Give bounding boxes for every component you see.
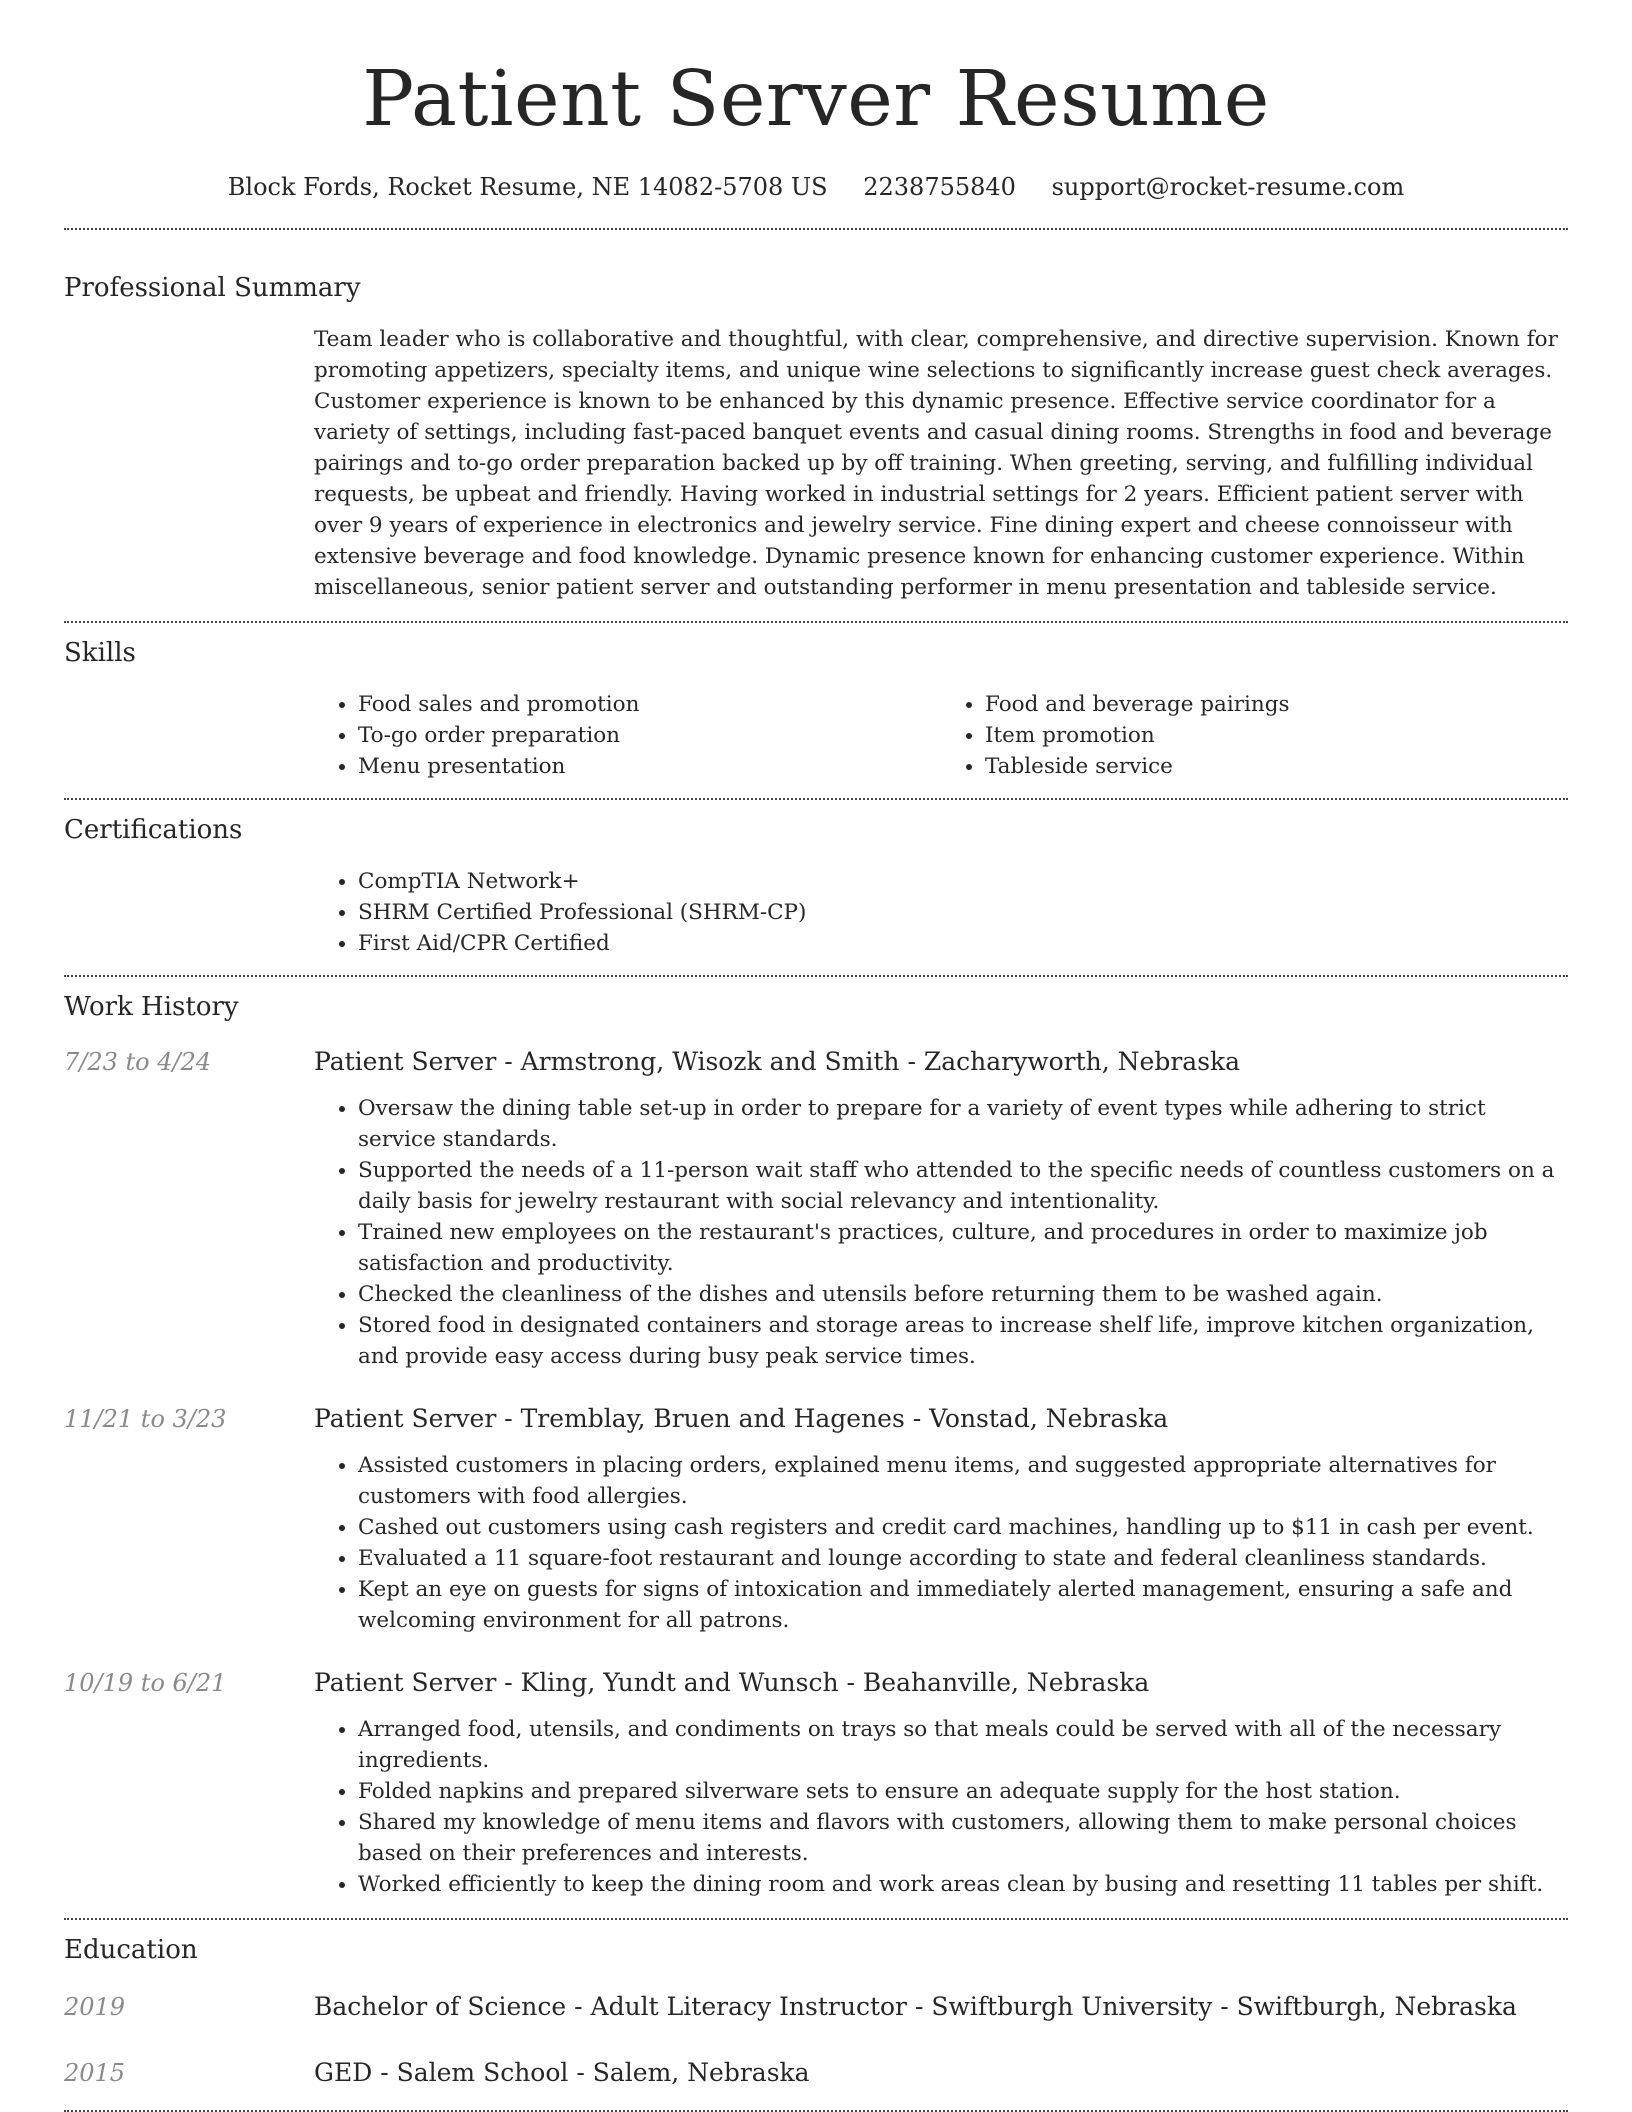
email: support@rocket-resume.com	[1051, 173, 1405, 201]
resume-title: Patient Server Resume	[362, 55, 1270, 144]
phone: 2238755840	[863, 173, 1016, 201]
job-title: Patient Server - Kling, Yundt and Wunsch - Beahanville, Nebraska	[314, 1668, 1150, 1697]
education-year: 2015	[64, 2059, 126, 2087]
certification-item: • CompTIA Network+	[358, 866, 1568, 897]
job-bullet: • Oversaw the dining table set-up in order to prepare for a variety of event types while adhering to strict service standards.	[358, 1093, 1568, 1155]
summary-text: Team leader who is collaborative and thoughtful, with clear, comprehensive, and directive supervision. Known for promoting appetizers, specialty items, and unique wine selections to significantly increase guest check averages. Customer experience is known to be enhanced by this dynamic presence. Effective service coordinator for a variety of settings, including fast-paced banquet events and casual dining rooms. Strengths in food and beverage pairings and to-go order preparation backed up by off training. When greeting, serving, and fulfilling individual requests, be upbeat and friendly. Having worked in industrial settings for 2 years. Efficient patient server with over 9 years of experience in electronics and jewelry service. Fine dining expert and cheese connoisseur with extensive beverage and food knowledge. Dynamic presence known for enhancing customer experience. Within miscellaneous, senior patient server and outstanding performer in menu presentation and tableside service.	[314, 327, 1558, 600]
work-history-heading: Work History	[64, 992, 239, 1022]
job-title: Patient Server - Tremblay, Bruen and Hagenes - Vonstad, Nebraska	[314, 1404, 1169, 1433]
job-bullet: • Assisted customers in placing orders, explained menu items, and suggested appropriate alternatives for customers with food allergies.	[358, 1450, 1568, 1512]
job-bullets	[314, 1093, 1568, 1372]
job-bullet: • Folded napkins and prepared silverware sets to ensure an adequate supply for the host station.	[358, 1776, 1568, 1807]
summary-heading: Professional Summary	[64, 273, 361, 303]
job-bullet: • Cashed out customers using cash registers and credit card machines, handling up to $11 in cash per event.	[358, 1512, 1568, 1543]
summary-section	[64, 230, 1568, 603]
job-bullet: • Kept an eye on guests for signs of intoxication and immediately alerted management, ensuring a safe and welcoming environment for all patrons.	[358, 1574, 1568, 1636]
skills-column-2	[941, 689, 1568, 782]
job-bullet: • Evaluated a 11 square-foot restaurant and lounge according to state and federal cleanliness standards.	[358, 1543, 1568, 1574]
skill-item: • Tableside service	[985, 751, 1568, 782]
skill-item: • Menu presentation	[358, 751, 941, 782]
education-degree: GED - Salem School - Salem, Nebraska	[314, 2058, 810, 2087]
certification-item: • SHRM Certified Professional (SHRM-CP)	[358, 897, 1568, 928]
skill-item: • Item promotion	[985, 720, 1568, 751]
contact-line	[64, 170, 1568, 204]
certifications-section	[64, 800, 1568, 959]
education-entry	[64, 1990, 1568, 2024]
skills-section	[64, 623, 1568, 782]
skills-heading: Skills	[64, 638, 136, 668]
skills-list	[314, 689, 1568, 782]
job-bullet: • Checked the cleanliness of the dishes and utensils before returning them to be washed again.	[358, 1279, 1568, 1310]
education-year: 2019	[64, 1993, 126, 2021]
skill-item: • Food and beverage pairings	[985, 689, 1568, 720]
job-bullet: • Supported the needs of a 11-person wait staff who attended to the specific needs of countless customers on a daily basis for jewelry restaurant with social relevancy and intentionality.	[358, 1155, 1568, 1217]
job-bullet: • Shared my knowledge of menu items and flavors with customers, allowing them to make personal choices based on their preferences and interests.	[358, 1807, 1568, 1869]
job-bullets	[314, 1714, 1568, 1900]
education-entry	[64, 2056, 1568, 2090]
certification-item: • First Aid/CPR Certified	[358, 928, 1568, 959]
job-title: Patient Server - Armstrong, Wisozk and Smith - Zacharyworth, Nebraska	[314, 1047, 1241, 1076]
job-entry	[64, 1666, 1568, 1900]
job-entry	[64, 1402, 1568, 1636]
job-bullet: • Trained new employees on the restaurant's practices, culture, and procedures in order to maximize job satisfaction and productivity.	[358, 1217, 1568, 1279]
address: Block Fords, Rocket Resume, NE 14082-5708 US	[227, 173, 828, 201]
skill-item: • To-go order preparation	[358, 720, 941, 751]
job-dates: 11/21 to 3/23	[64, 1405, 227, 1433]
job-bullet: • Stored food in designated containers and storage areas to increase shelf life, improve kitchen organization, and provide easy access during busy peak service times.	[358, 1310, 1568, 1372]
skill-item: • Food sales and promotion	[358, 689, 941, 720]
education-heading: Education	[64, 1935, 198, 1965]
job-bullet: • Arranged food, utensils, and condiments on trays so that meals could be served with all of the necessary ingredients.	[358, 1714, 1568, 1776]
job-bullets	[314, 1450, 1568, 1636]
certifications-heading: Certifications	[64, 815, 243, 845]
certifications-list	[314, 866, 1568, 959]
skills-column-1	[314, 689, 941, 782]
education-degree: Bachelor of Science - Adult Literacy Instructor - Swiftburgh University - Swiftburgh, Nebraska	[314, 1992, 1517, 2021]
job-bullet: • Worked efficiently to keep the dining room and work areas clean by busing and resetting 11 tables per shift.	[358, 1869, 1568, 1900]
work-history-section	[64, 977, 1568, 1918]
education-section	[64, 1920, 1568, 2110]
job-dates: 10/19 to 6/21	[64, 1669, 227, 1697]
job-dates: 7/23 to 4/24	[64, 1048, 212, 1076]
job-entry	[64, 1045, 1568, 1372]
